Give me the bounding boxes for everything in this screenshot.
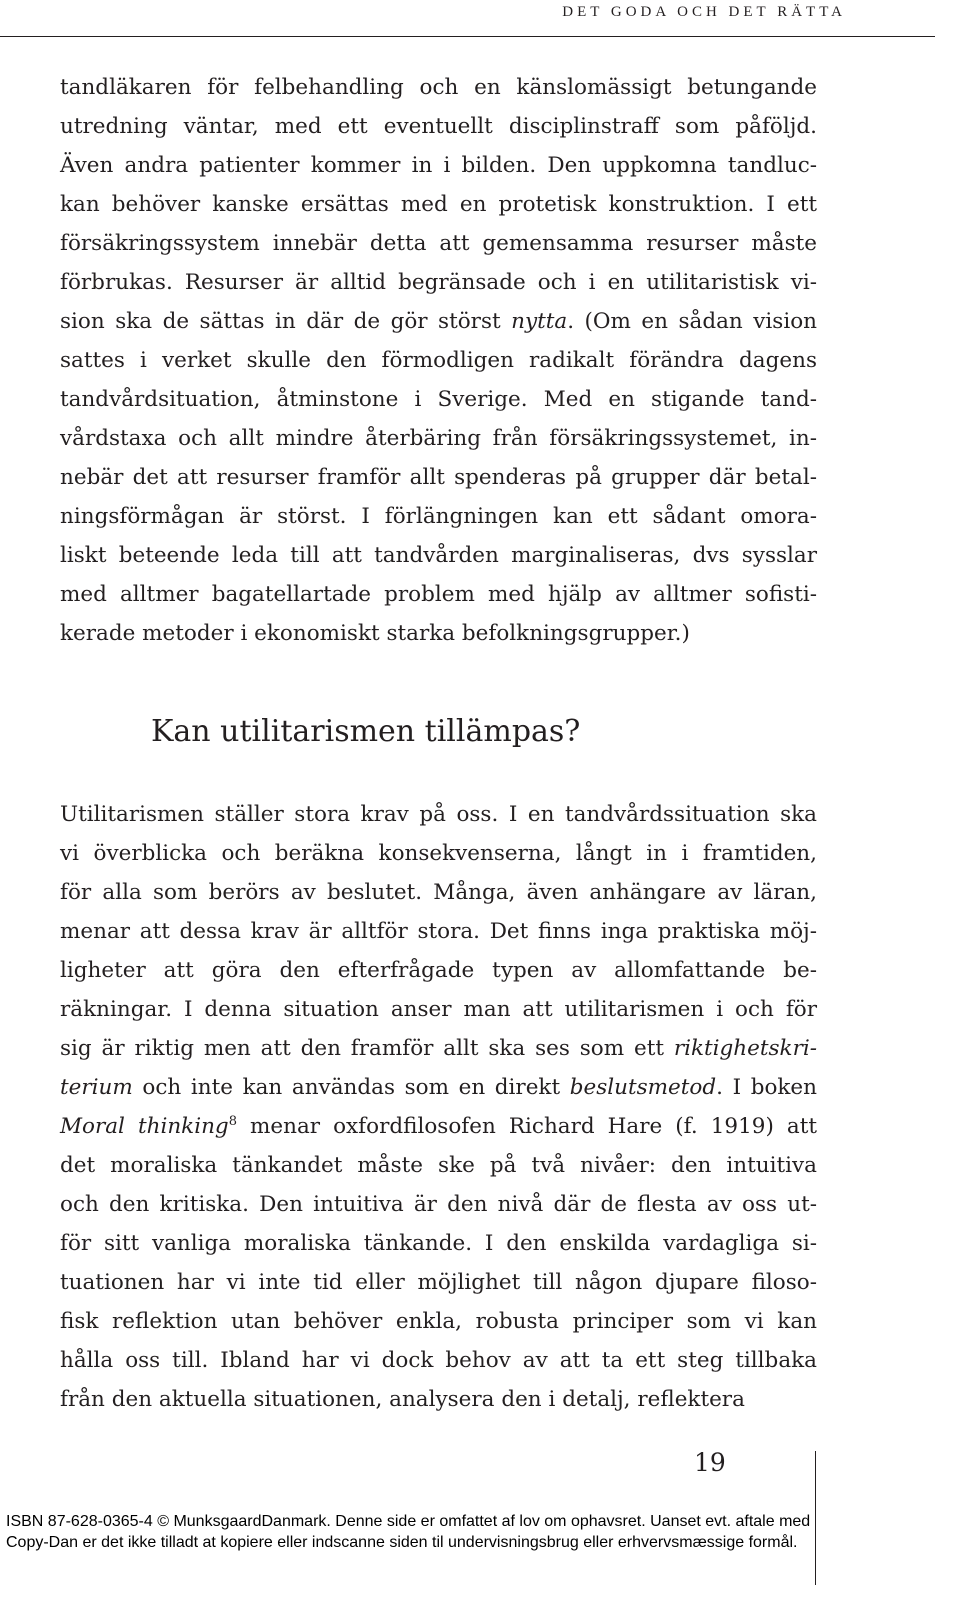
italic-term: beslutsmetod xyxy=(569,1075,717,1100)
text-line: vårdstaxa och allt mindre återbäring från försäkringssystemet, in- xyxy=(60,426,817,451)
header-rule xyxy=(0,36,935,37)
text-line: hålla oss till. Ibland har vi dock behov av att ta ett steg tillbaka xyxy=(60,1348,817,1373)
copyright-notice-line-2: Copy-Dan er det ikke tilladt at kopiere eller indscanne siden til undervisningsbrug eller erhvervsmæssige formål. xyxy=(6,1534,798,1551)
text-line: fisk reflektion utan behöver enkla, robusta principer som vi kan xyxy=(60,1309,817,1334)
text-run: och inte kan användas som en direkt xyxy=(132,1075,570,1100)
text-line xyxy=(60,302,817,341)
text-run: sion ska de sättas in där de gör störst xyxy=(60,309,512,334)
running-header: DET GODA OCH DET RÄTTA xyxy=(562,4,846,20)
text-line xyxy=(60,1068,817,1107)
text-line: utredning väntar, med ett eventuellt disciplinstraff som påföljd. xyxy=(60,114,817,139)
text-line: det moraliska tänkandet måste ske på två nivåer: den intuitiva xyxy=(60,1153,817,1178)
text-line: Utilitarismen ställer stora krav på oss. I en tandvårdssituation ska xyxy=(60,802,817,827)
section-heading: Kan utilitarismen tillämpas? xyxy=(151,714,581,749)
text-line: Även andra patienter kommer in i bilden. Den uppkomna tandluc- xyxy=(60,153,817,178)
text-line: ligheter att göra den efterfrågade typen av allomfattande be- xyxy=(60,958,817,983)
text-line: räkningar. I denna situation anser man att utilitarismen i och för xyxy=(60,997,817,1022)
text-line: för sitt vanliga moraliska tänkande. I den enskilda vardagliga si- xyxy=(60,1231,817,1256)
text-line: menar att dessa krav är alltför stora. Det finns inga praktiska möj- xyxy=(60,919,817,944)
text-line: tandvårdsituation, åtminstone i Sverige. Med en stigande tand- xyxy=(60,387,817,412)
text-line: liskt beteende leda till att tandvården marginaliseras, dvs sysslar xyxy=(60,543,817,568)
copyright-notice-line-1: ISBN 87-628-0365-4 © MunksgaardDanmark. Denne side er omfattet af lov om ophavsret. Uanset evt. aftale med xyxy=(6,1513,811,1530)
text-line: för alla som berörs av beslutet. Många, även anhängare av läran, xyxy=(60,880,817,905)
text-line: tandläkaren för felbehandling och en känslomässigt betungande xyxy=(60,75,817,100)
text-run: menar oxfordfilosofen Richard Hare (f. 1919) att xyxy=(236,1114,817,1139)
text-line xyxy=(60,1107,817,1146)
italic-term: Moral thinking xyxy=(60,1114,229,1139)
text-line: sattes i verket skulle den förmodligen radikalt förändra dagens xyxy=(60,348,817,373)
text-line: från den aktuella situationen, analysera den i detalj, reflektera xyxy=(60,1387,745,1412)
text-line xyxy=(60,1029,817,1068)
text-run: . I boken xyxy=(716,1075,817,1100)
body-paragraph-1 xyxy=(60,68,817,653)
text-line: nebär det att resurser framför allt spenderas på grupper där betal- xyxy=(60,465,817,490)
page-number-rule xyxy=(815,1451,816,1585)
text-line: förbrukas. Resurser är alltid begränsade och i en utilitaristisk vi- xyxy=(60,270,817,295)
italic-term: terium xyxy=(60,1075,133,1100)
text-line: försäkringssystem innebär detta att gemensamma resurser måste xyxy=(60,231,817,256)
page-number: 19 xyxy=(694,1448,726,1477)
text-run: sig är riktig men att den framför allt ska ses som ett xyxy=(60,1036,674,1061)
text-line: tuationen har vi inte tid eller möjlighet till någon djupare filoso- xyxy=(60,1270,817,1295)
text-line: vi överblicka och beräkna konsekvenserna, långt in i framtiden, xyxy=(60,841,817,866)
italic-term: nytta xyxy=(511,309,568,334)
footnote-marker: 8 xyxy=(228,1113,237,1129)
text-line: ningsförmågan är störst. I förlängningen kan ett sådant omora- xyxy=(60,504,817,529)
body-paragraph-2 xyxy=(60,795,817,1419)
text-line: kerade metoder i ekonomiskt starka befolkningsgrupper.) xyxy=(60,621,690,646)
text-line: med alltmer bagatellartade problem med hjälp av alltmer sofisti- xyxy=(60,582,817,607)
text-line: kan behöver kanske ersättas med en protetisk konstruktion. I ett xyxy=(60,192,817,217)
italic-term: riktighetskri- xyxy=(673,1036,817,1061)
text-run: . (Om en sådan vision xyxy=(567,309,817,334)
text-line: och den kritiska. Den intuitiva är den nivå där de flesta av oss ut- xyxy=(60,1192,817,1217)
